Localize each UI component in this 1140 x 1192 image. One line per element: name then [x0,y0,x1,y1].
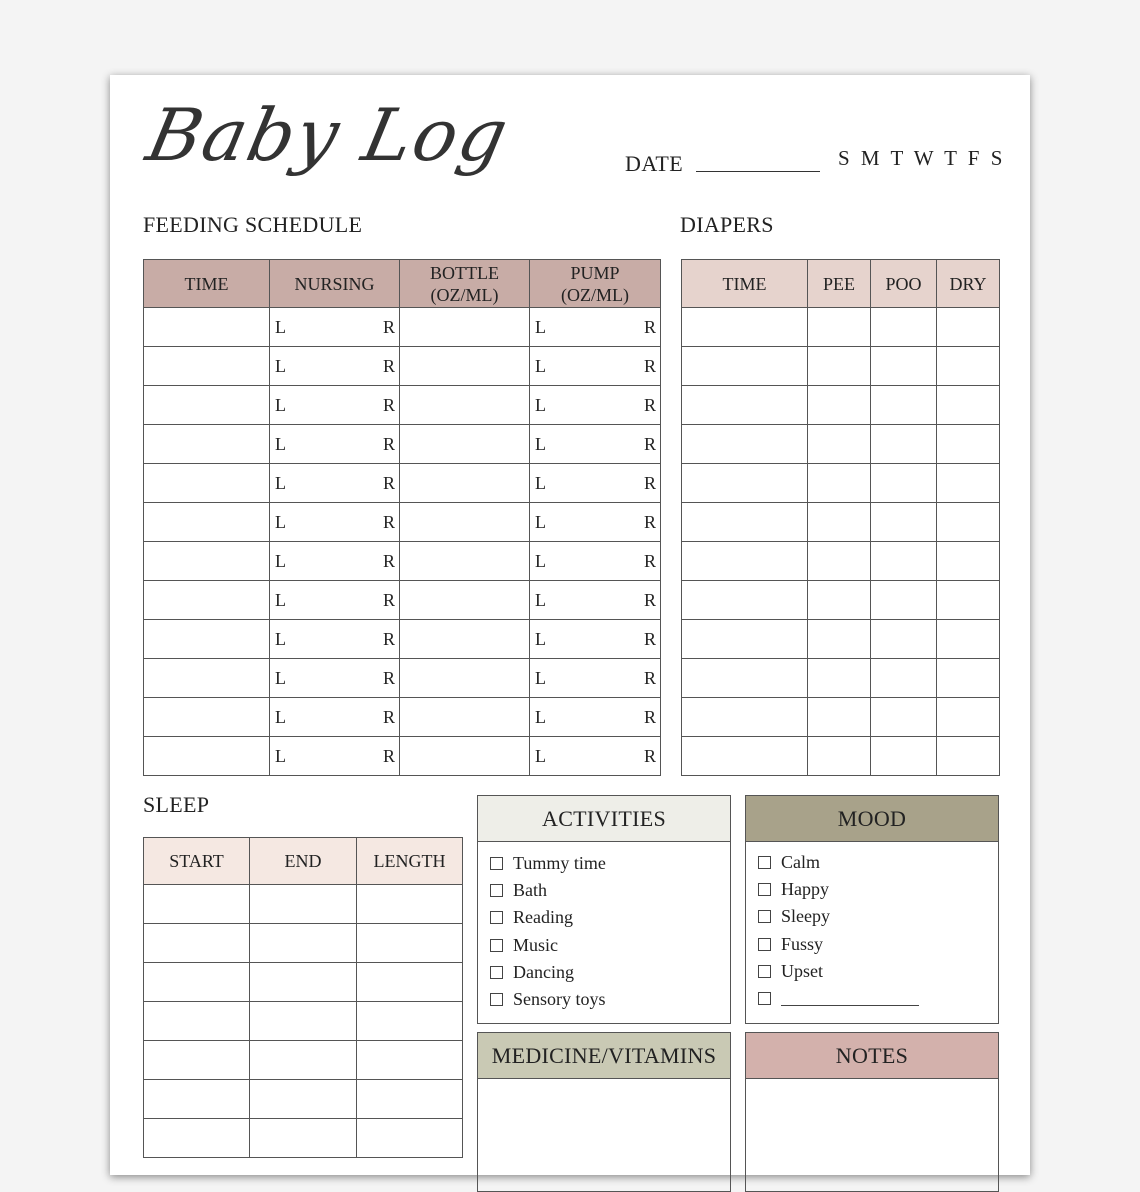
date-field[interactable] [696,171,820,172]
feeding-pump-cell[interactable] [530,659,661,698]
right-side-label: R [643,316,656,337]
right-side-label: R [643,745,656,766]
sleep-length-cell[interactable] [357,924,463,963]
diaper-poo-cell[interactable] [871,542,937,581]
feeding-bottle-cell[interactable] [400,659,530,698]
checkbox-icon[interactable] [758,883,771,896]
diaper-pee-cell[interactable] [808,308,871,347]
diaper-dry-cell[interactable] [937,620,1000,659]
sleep-end-cell[interactable] [250,1080,357,1119]
checkbox-icon[interactable] [758,910,771,923]
table-row [144,1080,463,1119]
list-item[interactable] [758,849,998,876]
diapers-section-title: DIAPERS [680,212,774,237]
table-row [144,737,661,776]
checkbox-icon[interactable] [758,992,771,1005]
right-side-label: R [643,472,656,493]
left-side-label: L [535,589,546,610]
col-header-pee: PEE [808,260,871,308]
diaper-time-cell[interactable] [682,542,808,581]
diaper-pee-cell[interactable] [808,503,871,542]
sleep-end-cell[interactable] [250,885,357,924]
left-side-label: L [275,706,286,727]
feeding-nursing-cell[interactable] [270,386,400,425]
left-side-label: L [275,745,286,766]
sleep-length-cell[interactable] [357,1041,463,1080]
medicine-box [477,1032,731,1192]
table-row [682,386,1000,425]
feeding-nursing-cell[interactable] [270,425,400,464]
left-side-label: L [275,511,286,532]
col-header-time: TIME [144,260,270,308]
feeding-bottle-cell[interactable] [400,464,530,503]
right-side-label: R [643,511,656,532]
table-row [144,963,463,1002]
checkbox-icon[interactable] [490,939,503,952]
col-header-end: END [250,838,357,885]
left-side-label: L [535,667,546,688]
sleep-header-row [144,838,463,885]
diaper-poo-cell[interactable] [871,464,937,503]
feeding-nursing-cell[interactable] [270,659,400,698]
left-side-label: L [275,355,286,376]
diaper-poo-cell[interactable] [871,347,937,386]
list-item-label: Bath [513,880,547,901]
nursing-side-labels [270,512,399,533]
sleep-length-cell[interactable] [357,1080,463,1119]
right-side-label: R [382,433,395,454]
feeding-bottle-cell[interactable] [400,503,530,542]
feeding-time-cell[interactable] [144,347,270,386]
table-row [682,659,1000,698]
sleep-length-cell[interactable] [357,963,463,1002]
pump-side-labels [530,512,660,533]
feeding-pump-cell[interactable] [530,347,661,386]
left-side-label: L [275,550,286,571]
list-item-label: Happy [781,879,829,900]
sleep-start-cell[interactable] [144,1119,250,1158]
feeding-pump-cell[interactable] [530,386,661,425]
diaper-poo-cell[interactable] [871,659,937,698]
list-item[interactable] [758,876,998,903]
diaper-pee-cell[interactable] [808,425,871,464]
table-row [682,347,1000,386]
diaper-dry-cell[interactable] [937,425,1000,464]
list-item[interactable] [490,959,730,986]
table-row [144,1041,463,1080]
feeding-bottle-cell[interactable] [400,542,530,581]
feeding-bottle-cell[interactable] [400,737,530,776]
pump-side-labels [530,746,660,767]
diaper-dry-cell[interactable] [937,542,1000,581]
right-side-label: R [643,628,656,649]
list-item[interactable] [758,958,998,985]
right-side-label: R [643,394,656,415]
diaper-poo-cell[interactable] [871,386,937,425]
sleep-section-title: SLEEP [143,792,210,817]
checkbox-icon[interactable] [758,856,771,869]
bottle-label: BOTTLE [430,262,499,283]
table-row [144,620,661,659]
sleep-length-cell[interactable] [357,885,463,924]
right-side-label: R [382,706,395,727]
feeding-nursing-cell[interactable] [270,464,400,503]
table-row [144,1119,463,1158]
nursing-side-labels [270,746,399,767]
left-side-label: L [275,472,286,493]
nursing-side-labels [270,707,399,728]
pump-side-labels [530,473,660,494]
feeding-pump-cell[interactable] [530,542,661,581]
right-side-label: R [382,316,395,337]
feeding-bottle-cell[interactable] [400,386,530,425]
feeding-bottle-cell[interactable] [400,698,530,737]
baby-log-sheet [110,75,1030,1175]
nursing-side-labels [270,317,399,338]
pump-side-labels [530,668,660,689]
table-row [682,503,1000,542]
diaper-dry-cell[interactable] [937,308,1000,347]
sleep-table [143,837,463,1158]
left-side-label: L [535,472,546,493]
pump-side-labels [530,707,660,728]
feeding-pump-cell[interactable] [530,620,661,659]
right-side-label: R [382,394,395,415]
bottle-unit: (OZ/ML) [430,284,499,305]
mood-box [745,795,999,1024]
col-header-start: START [144,838,250,885]
table-row [682,425,1000,464]
feeding-header-row [144,260,661,308]
sleep-start-cell[interactable] [144,924,250,963]
diaper-pee-cell[interactable] [808,581,871,620]
list-item-label: Sensory toys [513,989,606,1010]
diaper-pee-cell[interactable] [808,464,871,503]
medicine-title: MEDICINE/VITAMINS [478,1033,730,1079]
feeding-nursing-cell[interactable] [270,542,400,581]
right-side-label: R [643,433,656,454]
right-side-label: R [643,355,656,376]
pump-side-labels [530,395,660,416]
left-side-label: L [535,433,546,454]
left-side-label: L [275,667,286,688]
table-row [144,308,661,347]
sleep-end-cell[interactable] [250,963,357,1002]
table-row [682,737,1000,776]
feeding-time-cell[interactable] [144,737,270,776]
feeding-time-cell[interactable] [144,542,270,581]
list-item-label: Reading [513,907,573,928]
diaper-dry-cell[interactable] [937,464,1000,503]
pump-label: PUMP [570,262,620,283]
diaper-time-cell[interactable] [682,347,808,386]
diaper-poo-cell[interactable] [871,737,937,776]
feeding-time-cell[interactable] [144,425,270,464]
feeding-nursing-cell[interactable] [270,581,400,620]
feeding-pump-cell[interactable] [530,464,661,503]
diaper-pee-cell[interactable] [808,347,871,386]
sleep-start-cell[interactable] [144,963,250,1002]
pump-side-labels [530,317,660,338]
right-side-label: R [382,628,395,649]
checkbox-icon[interactable] [490,884,503,897]
diapers-table [681,259,1000,776]
left-side-label: L [535,355,546,376]
table-row [144,347,661,386]
feeding-pump-cell[interactable] [530,425,661,464]
list-item-label: Music [513,934,558,955]
checkbox-icon[interactable] [490,993,503,1006]
left-side-label: L [535,394,546,415]
feeding-time-cell[interactable] [144,503,270,542]
diaper-time-cell[interactable] [682,308,808,347]
diaper-time-cell[interactable] [682,503,808,542]
diaper-pee-cell[interactable] [808,737,871,776]
diaper-dry-cell[interactable] [937,581,1000,620]
diaper-pee-cell[interactable] [808,542,871,581]
col-header-time: TIME [682,260,808,308]
table-row [144,885,463,924]
list-item[interactable] [490,904,730,931]
list-item[interactable] [758,903,998,930]
checkbox-icon[interactable] [490,966,503,979]
table-row [682,542,1000,581]
left-side-label: L [275,394,286,415]
activities-box [477,795,731,1024]
table-row [144,464,661,503]
sleep-end-cell[interactable] [250,1002,357,1041]
mood-title: MOOD [746,796,998,842]
page-title: Baby Log [140,93,517,177]
right-side-label: R [382,745,395,766]
medicine-notes-area[interactable] [478,1079,730,1179]
diaper-dry-cell[interactable] [937,503,1000,542]
col-header-bottle [400,260,530,308]
table-row [144,503,661,542]
diaper-time-cell[interactable] [682,659,808,698]
feeding-bottle-cell[interactable] [400,620,530,659]
pump-side-labels [530,356,660,377]
left-side-label: L [535,550,546,571]
checkbox-icon[interactable] [758,938,771,951]
left-side-label: L [535,316,546,337]
diaper-pee-cell[interactable] [808,620,871,659]
checkbox-icon[interactable] [490,911,503,924]
feeding-pump-cell[interactable] [530,698,661,737]
feeding-nursing-cell[interactable] [270,503,400,542]
diaper-dry-cell[interactable] [937,659,1000,698]
feeding-time-cell[interactable] [144,308,270,347]
right-side-label: R [643,550,656,571]
feeding-nursing-cell[interactable] [270,620,400,659]
diaper-dry-cell[interactable] [937,386,1000,425]
right-side-label: R [382,589,395,610]
feeding-time-cell[interactable] [144,659,270,698]
pump-side-labels [530,434,660,455]
nursing-side-labels [270,434,399,455]
list-item-label: Fussy [781,933,824,954]
feeding-time-cell[interactable] [144,464,270,503]
pump-side-labels [530,551,660,572]
diaper-time-cell[interactable] [682,464,808,503]
weekday-selector[interactable]: S M T W T F S [838,146,1006,170]
right-side-label: R [382,472,395,493]
right-side-label: R [643,589,656,610]
feeding-table [143,259,661,776]
diapers-header-row [682,260,1000,308]
diaper-time-cell[interactable] [682,698,808,737]
right-side-label: R [643,667,656,688]
table-row [682,698,1000,737]
nursing-side-labels [270,356,399,377]
sleep-end-cell[interactable] [250,1119,357,1158]
right-side-label: R [382,667,395,688]
table-row [144,659,661,698]
feeding-time-cell[interactable] [144,581,270,620]
feeding-time-cell[interactable] [144,698,270,737]
table-row [144,698,661,737]
diaper-poo-cell[interactable] [871,698,937,737]
table-row [682,308,1000,347]
sleep-end-cell[interactable] [250,1041,357,1080]
sleep-length-cell[interactable] [357,1002,463,1041]
notes-title: NOTES [746,1033,998,1079]
table-row [144,425,661,464]
nursing-side-labels [270,590,399,611]
sleep-length-cell[interactable] [357,1119,463,1158]
nursing-side-labels [270,395,399,416]
diaper-time-cell[interactable] [682,386,808,425]
diaper-poo-cell[interactable] [871,503,937,542]
left-side-label: L [275,628,286,649]
activities-list [478,842,730,1013]
left-side-label: L [535,511,546,532]
table-row [682,620,1000,659]
col-header-length: LENGTH [357,838,463,885]
sleep-start-cell[interactable] [144,1080,250,1119]
diaper-pee-cell[interactable] [808,698,871,737]
list-item[interactable] [490,932,730,959]
notes-box [745,1032,999,1192]
diaper-poo-cell[interactable] [871,620,937,659]
list-item-label: Upset [781,960,823,981]
diaper-dry-cell[interactable] [937,698,1000,737]
list-item-label: Calm [781,852,820,873]
list-item[interactable] [758,931,998,958]
list-item-label: Sleepy [781,906,830,927]
feeding-bottle-cell[interactable] [400,347,530,386]
list-item[interactable] [490,877,730,904]
sleep-end-cell[interactable] [250,924,357,963]
feeding-pump-cell[interactable] [530,503,661,542]
nursing-side-labels [270,473,399,494]
right-side-label: R [382,511,395,532]
diaper-poo-cell[interactable] [871,581,937,620]
right-side-label: R [643,706,656,727]
feeding-bottle-cell[interactable] [400,581,530,620]
nursing-side-labels [270,668,399,689]
table-row [144,1002,463,1041]
diaper-dry-cell[interactable] [937,347,1000,386]
diaper-pee-cell[interactable] [808,386,871,425]
list-item[interactable] [490,850,730,877]
feeding-time-cell[interactable] [144,386,270,425]
sleep-start-cell[interactable] [144,885,250,924]
table-row [682,464,1000,503]
feeding-nursing-cell[interactable] [270,698,400,737]
diaper-time-cell[interactable] [682,581,808,620]
col-header-poo: POO [871,260,937,308]
sleep-start-cell[interactable] [144,1041,250,1080]
col-header-pump [530,260,661,308]
feeding-bottle-cell[interactable] [400,308,530,347]
list-item-label: Dancing [513,961,574,982]
other-mood-line[interactable] [781,991,919,1006]
left-side-label: L [275,589,286,610]
feeding-section-title: FEEDING SCHEDULE [143,212,363,237]
pump-side-labels [530,629,660,650]
mood-list [746,842,998,1012]
feeding-nursing-cell[interactable] [270,308,400,347]
feeding-nursing-cell[interactable] [270,737,400,776]
diaper-dry-cell[interactable] [937,737,1000,776]
feeding-nursing-cell[interactable] [270,347,400,386]
list-item[interactable] [490,986,730,1013]
pump-side-labels [530,590,660,611]
table-row [144,386,661,425]
right-side-label: R [382,550,395,571]
sleep-start-cell[interactable] [144,1002,250,1041]
left-side-label: L [275,316,286,337]
activities-title: ACTIVITIES [478,796,730,842]
left-side-label: L [275,433,286,454]
list-item-label: Tummy time [513,853,606,874]
pump-unit: (OZ/ML) [561,284,629,305]
checkbox-icon[interactable] [490,857,503,870]
left-side-label: L [535,628,546,649]
feeding-bottle-cell[interactable] [400,425,530,464]
feeding-pump-cell[interactable] [530,581,661,620]
feeding-pump-cell[interactable] [530,308,661,347]
col-header-nursing: NURSING [270,260,400,308]
left-side-label: L [535,706,546,727]
diaper-time-cell[interactable] [682,737,808,776]
diaper-time-cell[interactable] [682,620,808,659]
nursing-side-labels [270,551,399,572]
diaper-time-cell[interactable] [682,425,808,464]
feeding-time-cell[interactable] [144,620,270,659]
diaper-pee-cell[interactable] [808,659,871,698]
feeding-pump-cell[interactable] [530,737,661,776]
table-row [144,924,463,963]
table-row [682,581,1000,620]
notes-area[interactable] [746,1079,998,1179]
checkbox-icon[interactable] [758,965,771,978]
table-row [144,581,661,620]
date-label: DATE [625,151,684,176]
list-item[interactable] [758,985,998,1012]
col-header-dry: DRY [937,260,1000,308]
diaper-poo-cell[interactable] [871,425,937,464]
nursing-side-labels [270,629,399,650]
right-side-label: R [382,355,395,376]
diaper-poo-cell[interactable] [871,308,937,347]
left-side-label: L [535,745,546,766]
table-row [144,542,661,581]
